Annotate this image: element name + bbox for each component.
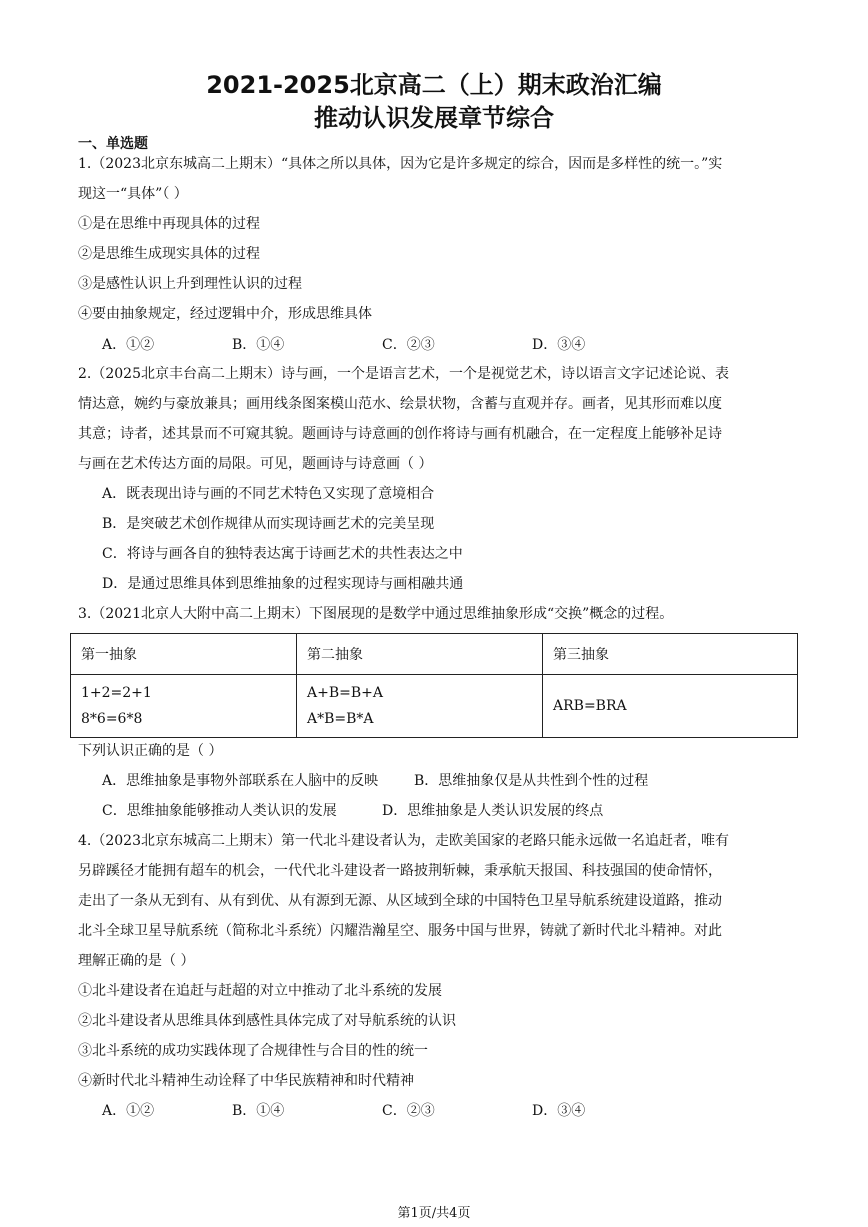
formula: 1+2=2+1 — [81, 685, 152, 701]
page-number: 第1页/共4页 — [397, 1206, 471, 1221]
q2-stem-line: 其意；诗者，述其景而不可窥其貌。题画诗与诗意画的创作将诗与画有机融合，在一定程度上能够补足诗 — [78, 426, 722, 442]
q3-option-b[interactable]: B．思维抽象仅是从共性到个性的过程 — [414, 773, 649, 789]
q3-option-a[interactable]: A．思维抽象是事物外部联系在人脑中的反映 — [102, 773, 379, 789]
formula: A+B=B+A — [307, 685, 383, 701]
formula: 8*6=6*8 — [81, 711, 143, 727]
q1-stem-line: 1.（2023北京东城高二上期末）“具体之所以具体，因为它是许多规定的综合，因而是多样性的统一。”实 — [78, 156, 723, 172]
table-header-cell: 第一抽象 — [71, 634, 297, 675]
q3-option-c[interactable]: C．思维抽象能够推动人类认识的发展 — [102, 803, 337, 819]
q1-option-a[interactable]: A．①② — [102, 337, 155, 353]
q2-stem-line: 与画在艺术传达方面的局限。可见，题画诗与诗意画（ ） — [78, 456, 433, 472]
table-row — [71, 675, 798, 738]
doc-title: 2021-2025北京高二（上）期末政治汇编 — [206, 71, 662, 99]
q4-option-b[interactable]: B．①④ — [232, 1103, 285, 1119]
q2-stem-line: 情达意，婉约与豪放兼具；画用线条图案模山范水、绘景状物，含蓄与直观并存。画者，见其形而难以度 — [78, 396, 722, 412]
q1-statement: ①是在思维中再现具体的过程 — [78, 216, 260, 232]
q4-stem-line: 4.（2023北京东城高二上期末）第一代北斗建设者认为，走欧美国家的老路只能永远做一名追赶者，唯有 — [78, 833, 729, 849]
table-header-row — [71, 634, 798, 675]
doc-subtitle: 推动认识发展章节综合 — [314, 104, 554, 132]
q1-option-d[interactable]: D．③④ — [532, 337, 586, 353]
q3-stem-line: 3.（2021北京人大附中高二上期末）下图展现的是数学中通过思维抽象形成“交换”概念的过程。 — [78, 606, 674, 622]
q1-option-c[interactable]: C．②③ — [382, 337, 435, 353]
table-cell — [71, 675, 297, 738]
q2-stem-line: 2.（2025北京丰台高二上期末）诗与画，一个是语言艺术，一个是视觉艺术，诗以语言文字记述论说、表 — [78, 366, 729, 382]
formula: A*B=B*A — [307, 711, 374, 727]
table-header-cell: 第二抽象 — [297, 634, 543, 675]
formula: ARB=BRA — [553, 698, 627, 714]
q4-stem-line: 北斗全球卫星导航系统（简称北斗系统）闪耀浩瀚星空、服务中国与世界，铸就了新时代北斗精神。对此 — [78, 923, 722, 939]
q2-option-c[interactable]: C．将诗与画各自的独特表达寓于诗画艺术的共性表达之中 — [102, 546, 463, 562]
q4-option-c[interactable]: C．②③ — [382, 1103, 435, 1119]
q2-option-d[interactable]: D．是通过思维具体到思维抽象的过程实现诗与画相融共通 — [102, 576, 464, 592]
q1-option-b[interactable]: B．①④ — [232, 337, 285, 353]
q4-stem-line: 理解正确的是（ ） — [78, 953, 195, 969]
q1-statement: ④要由抽象规定，经过逻辑中介，形成思维具体 — [78, 306, 372, 322]
q4-option-a[interactable]: A．①② — [102, 1103, 155, 1119]
q1-statement: ③是感性认识上升到理性认识的过程 — [78, 276, 302, 292]
table-cell — [297, 675, 543, 738]
section-heading: 一、单选题 — [78, 136, 148, 152]
q4-statement: ②北斗建设者从思维具体到感性具体完成了对导航系统的认识 — [78, 1013, 456, 1029]
q1-stem-line: 现这一“具体”（ ） — [78, 186, 188, 202]
table-header-cell: 第三抽象 — [543, 634, 798, 675]
q4-statement: ③北斗系统的成功实践体现了合规律性与合目的性的统一 — [78, 1043, 428, 1059]
q4-stem-line: 另辟蹊径才能拥有超车的机会，一代代北斗建设者一路披荆斩棘，秉承航天报国、科技强国的使命情怀， — [78, 863, 722, 879]
q3-prompt: 下列认识正确的是（ ） — [78, 743, 223, 759]
q2-option-b[interactable]: B．是突破艺术创作规律从而实现诗画艺术的完美呈现 — [102, 516, 435, 532]
q2-option-a[interactable]: A．既表现出诗与画的不同艺术特色又实现了意境相合 — [102, 486, 435, 502]
q4-stem-line: 走出了一条从无到有、从有到优、从有源到无源、从区域到全球的中国特色卫星导航系统建设道路，推动 — [78, 893, 722, 909]
q4-option-d[interactable]: D．③④ — [532, 1103, 586, 1119]
q3-option-d[interactable]: D．思维抽象是人类认识发展的终点 — [382, 803, 604, 819]
q4-statement: ①北斗建设者在追赶与赶超的对立中推动了北斗系统的发展 — [78, 983, 442, 999]
q1-statement: ②是思维生成现实具体的过程 — [78, 246, 260, 262]
q4-statement: ④新时代北斗精神生动诠释了中华民族精神和时代精神 — [78, 1073, 414, 1089]
table-cell — [543, 675, 798, 738]
abstraction-table — [70, 633, 798, 738]
